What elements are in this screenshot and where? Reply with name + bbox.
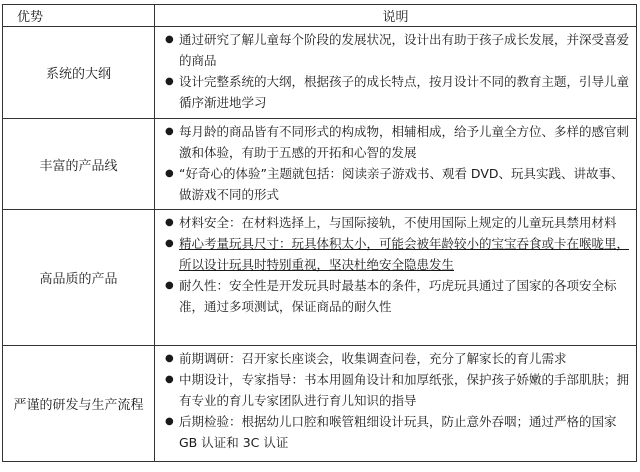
- bullet-icon: ●: [165, 416, 174, 427]
- header-description: 说明: [155, 5, 637, 27]
- advantage-cell: 高品质的产品: [3, 210, 155, 346]
- table-row: [3, 346, 637, 462]
- list-item: ● 前期调研：召开家长座谈会，收集调查问卷，充分了解家长的育儿需求: [165, 348, 632, 369]
- advantage-cell: 严谨的研发与生产流程: [3, 346, 155, 462]
- list-item: ● “好奇心的体验”主题就包括：阅读亲子游戏书、观看 DVD、玩具实践、讲故事、做游戏不同的形式: [165, 163, 632, 205]
- advantage-cell: 系统的大纲: [3, 27, 155, 119]
- table-row: [3, 27, 637, 119]
- advantage-cell: 丰富的产品线: [3, 119, 155, 210]
- bullet-icon: ●: [165, 238, 174, 249]
- list-item: ● 设计完整系统的大纲，根据孩子的成长特点，按月设计不同的教育主题，引导儿童循序渐进地学习: [165, 71, 632, 113]
- bullet-icon: ●: [165, 280, 174, 291]
- header-advantage: 优势: [3, 5, 155, 27]
- bullet-icon: ●: [165, 168, 174, 179]
- bullet-icon: ●: [165, 126, 174, 137]
- description-cell: [155, 346, 637, 462]
- list-item: ● 通过研究了解儿童每个阶段的发展状况，设计出有助于孩子成长发展，并深受喜爱的商品: [165, 29, 632, 71]
- bullet-icon: ●: [165, 374, 174, 385]
- table-row: [3, 210, 637, 346]
- list-item: ● 精心考量玩具尺寸：玩具体积太小，可能会被年龄较小的宝宝吞食或卡在喉咙里，所以设计玩具时特别重视，坚决杜绝安全隐患发生: [165, 233, 632, 275]
- list-item: ● 每月龄的商品皆有不同形式的构成物，相辅相成，给予儿童全方位、多样的感官刺激和体验，有助于五感的开拓和心智的发展: [165, 121, 632, 163]
- table-header-row: [3, 5, 637, 27]
- description-cell: [155, 27, 637, 119]
- bullet-icon: ●: [165, 34, 174, 45]
- bullet-icon: ●: [165, 217, 174, 228]
- list-item: ● 中期设计，专家指导：书本用圆角设计和加厚纸张，保护孩子娇嫩的手部肌肤；拥有专业的育儿专家团队进行育儿知识的指导: [165, 369, 632, 411]
- list-item: ● 材料安全：在材料选择上，与国际接轨，不使用国际上规定的儿童玩具禁用材料: [165, 212, 632, 233]
- table-row: [3, 119, 637, 210]
- description-cell: [155, 210, 637, 346]
- description-cell: [155, 119, 637, 210]
- list-item: ● 后期检验：根据幼儿口腔和喉管粗细设计玩具，防止意外吞咽；通过严格的国家 GB 认证和 3C 认证: [165, 411, 632, 453]
- bullet-icon: ●: [165, 76, 174, 87]
- advantages-table: [2, 4, 637, 462]
- bullet-icon: ●: [165, 353, 174, 364]
- list-item: ● 耐久性：安全性是开发玩具时最基本的条件，巧虎玩具通过了国家的各项安全标准，通过多项测试，保证商品的耐久性: [165, 275, 632, 317]
